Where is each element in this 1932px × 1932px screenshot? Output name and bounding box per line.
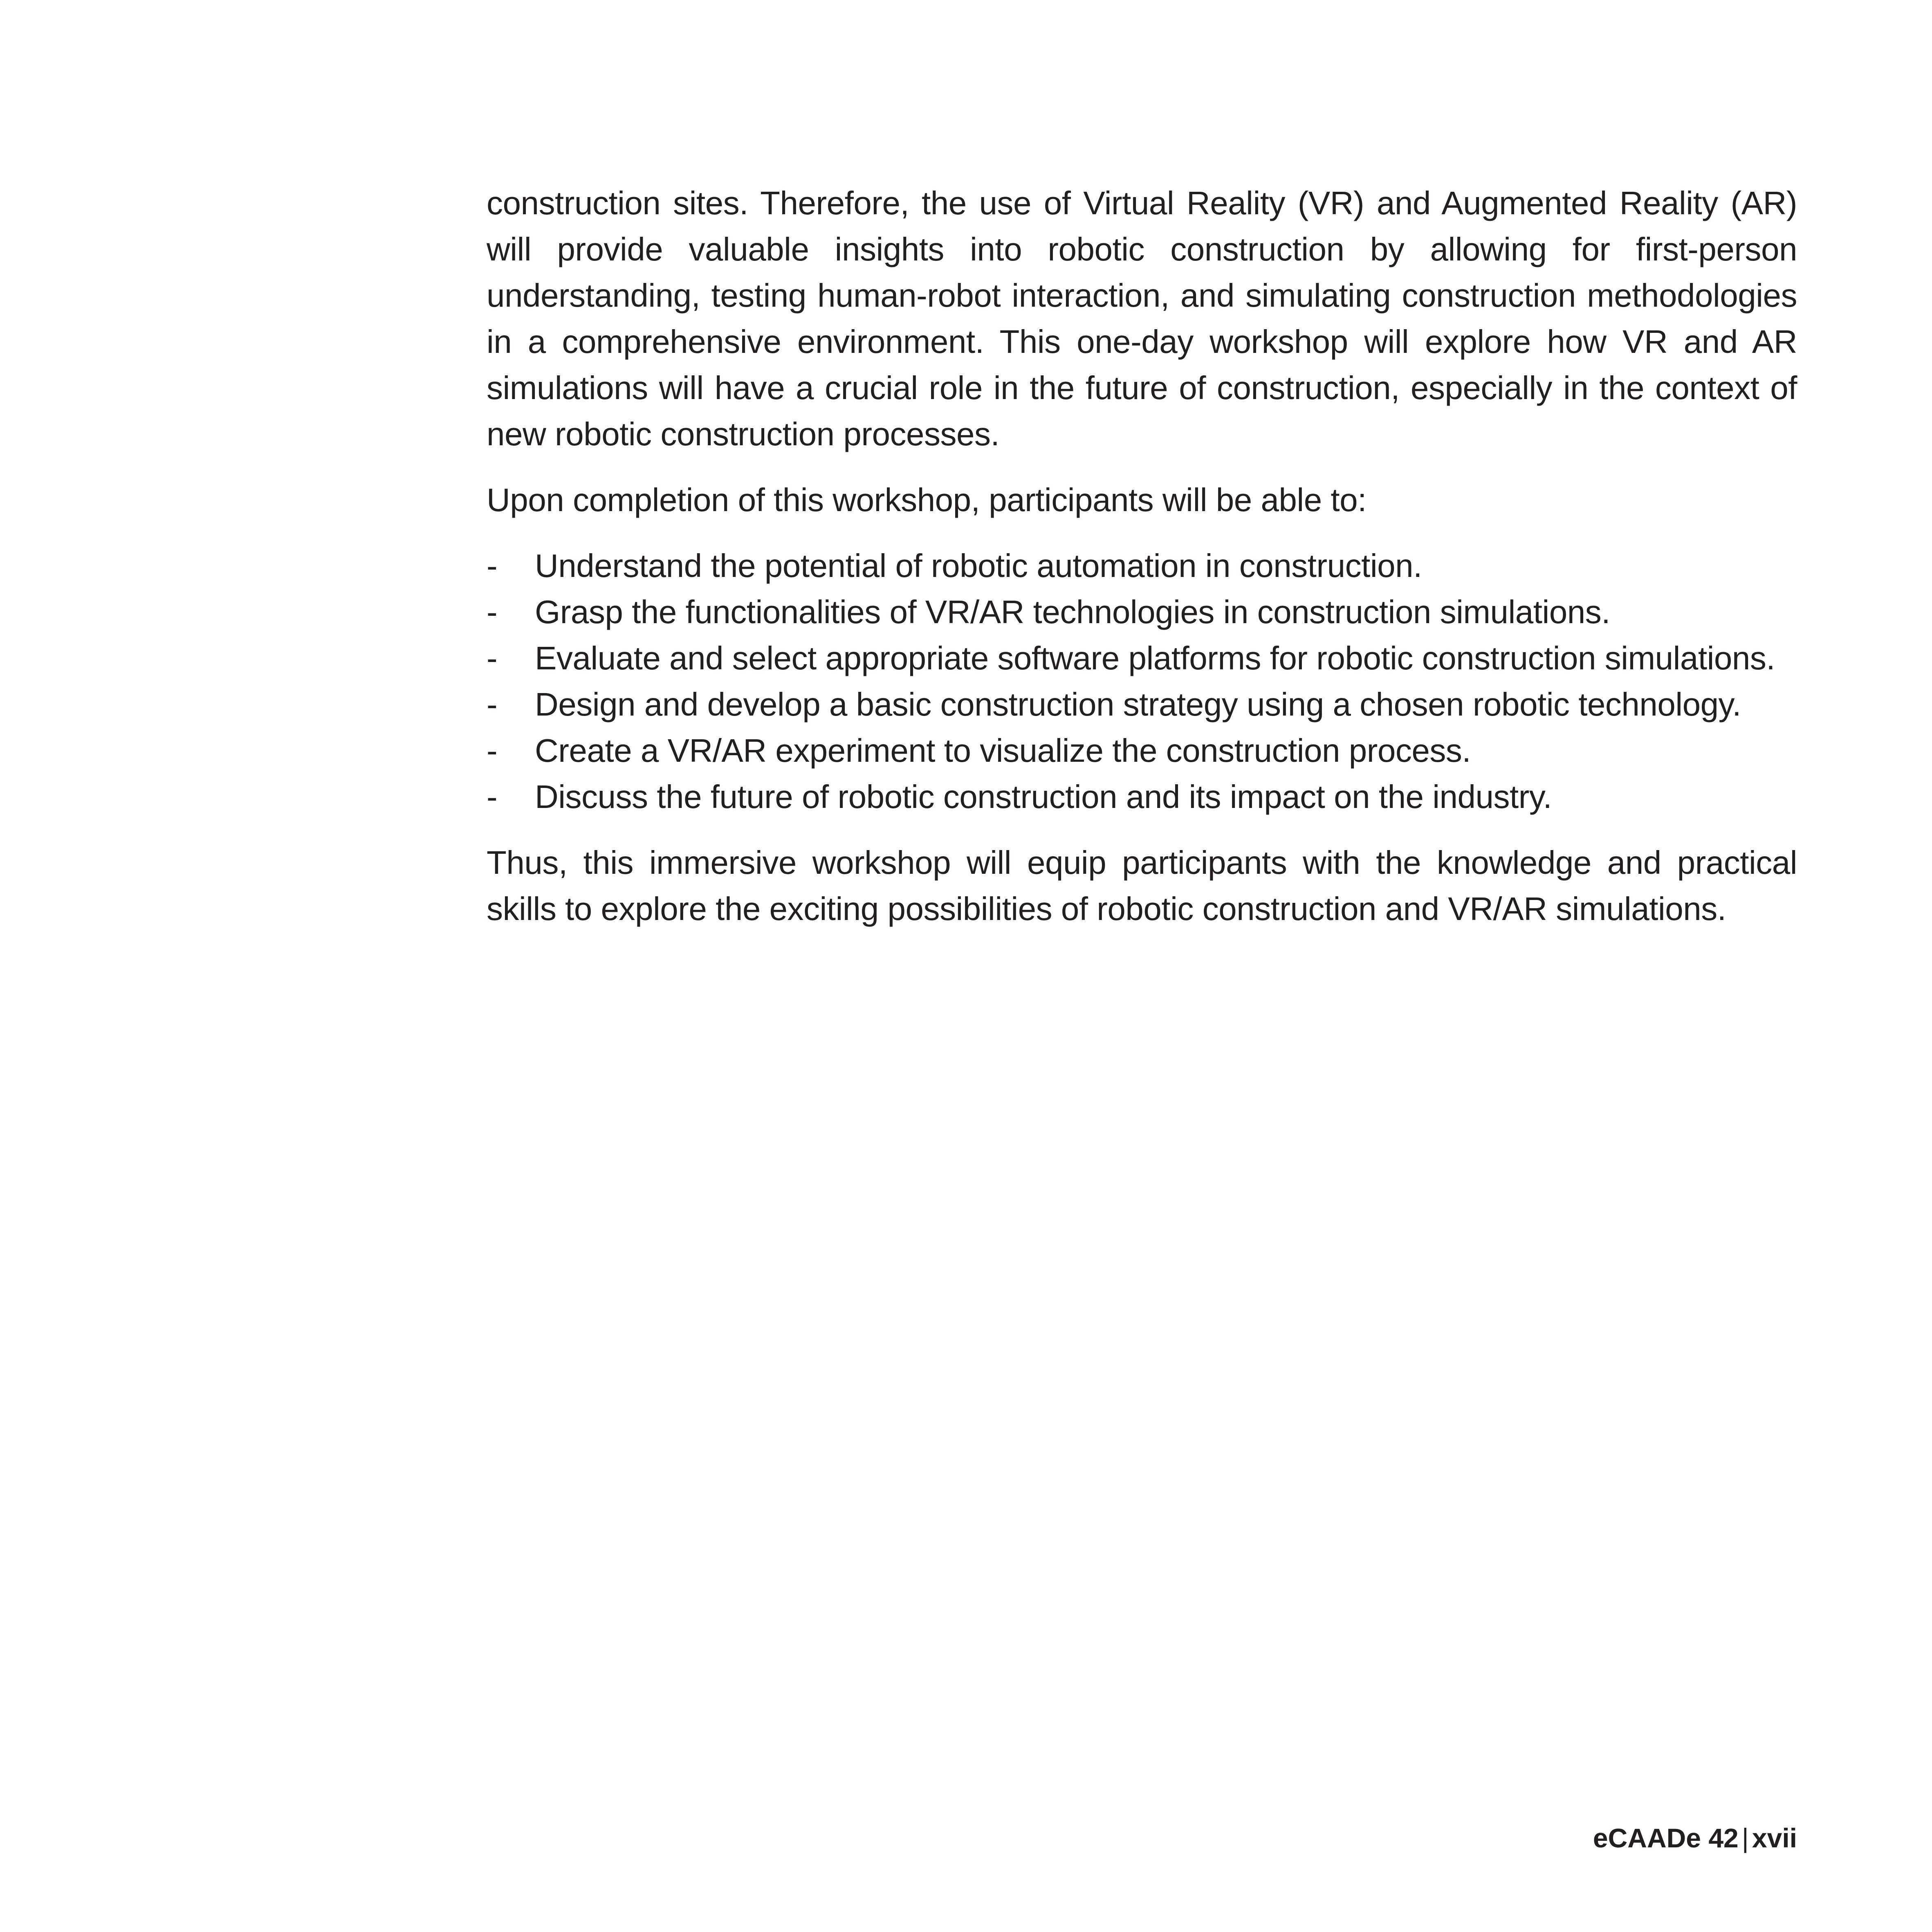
publication-name: eCAADe 42 bbox=[1593, 1823, 1739, 1853]
list-marker: - bbox=[487, 779, 498, 815]
list-marker: - bbox=[487, 732, 498, 769]
page-number: xvii bbox=[1752, 1823, 1797, 1853]
list-item-text: Discuss the future of robotic construction and its impact on the industry. bbox=[535, 779, 1552, 815]
objectives-intro: Upon completion of this workshop, participants will be able to: bbox=[487, 482, 1367, 518]
body-paragraph: construction sites. Therefore, the use of Virtual Reality (VR) and Augmented Reality (AR) will provide valuable insights into robotic construction by allowing for first-person understanding, testing human-robot interaction, and simulating construction methodologies in a comprehensive environment. This one-day workshop will explore how VR and AR simulations will have a crucial role in the future of construction, especially in the context of new robotic construction processes. bbox=[487, 185, 1797, 452]
list-item bbox=[487, 635, 1797, 681]
list-item-text: Create a VR/AR experiment to visualize the construction process. bbox=[535, 732, 1471, 769]
list-item bbox=[487, 543, 1797, 589]
page-body bbox=[487, 180, 1797, 932]
list-item-text: Grasp the functionalities of VR/AR technologies in construction simulations. bbox=[535, 594, 1611, 630]
list-marker: - bbox=[487, 548, 498, 584]
list-marker: - bbox=[487, 594, 498, 630]
list-marker: - bbox=[487, 640, 498, 676]
footer-separator: | bbox=[1741, 1823, 1749, 1853]
closing-paragraph: Thus, this immersive workshop will equip participants with the knowledge and practical skills to explore the exciting possibilities of robotic construction and VR/AR simulations. bbox=[487, 844, 1797, 927]
objectives-list bbox=[487, 543, 1797, 820]
list-item bbox=[487, 727, 1797, 774]
list-marker: - bbox=[487, 686, 498, 723]
list-item-text: Evaluate and select appropriate software platforms for robotic construction simulations. bbox=[535, 640, 1775, 676]
list-item bbox=[487, 774, 1797, 820]
list-item-text: Understand the potential of robotic automation in construction. bbox=[535, 548, 1422, 584]
list-item bbox=[487, 681, 1797, 727]
page-footer bbox=[1593, 1822, 1797, 1854]
list-item-text: Design and develop a basic construction strategy using a chosen robotic technology. bbox=[535, 686, 1741, 723]
list-item bbox=[487, 589, 1797, 635]
